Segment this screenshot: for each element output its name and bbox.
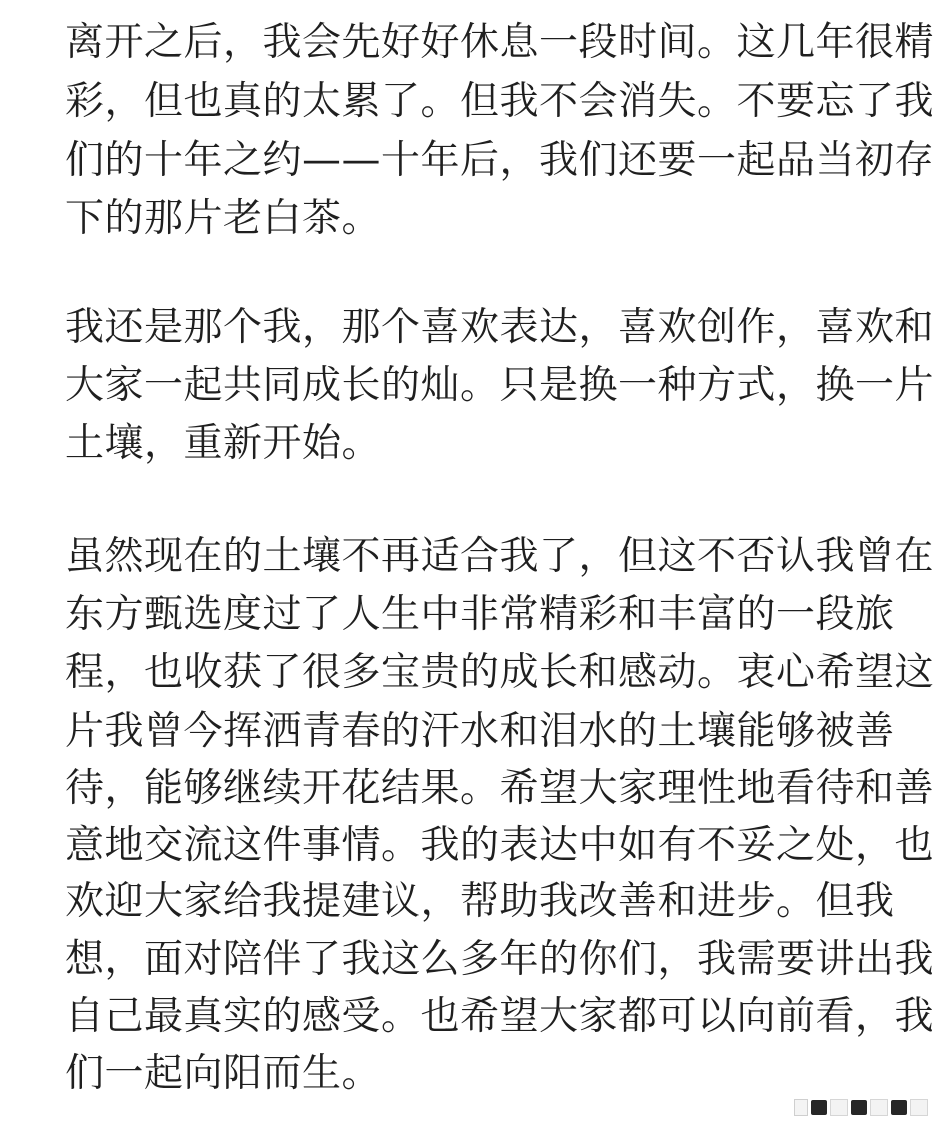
paragraph-2-line-2: 大家一起共同成长的灿。只是换一种方式，换一片 xyxy=(65,363,935,408)
paragraph-3-line-6: 意地交流这件事情。我的表达中如有不妥之处，也 xyxy=(65,823,935,868)
watermark-mark-6 xyxy=(891,1100,907,1115)
watermark-mark-7 xyxy=(910,1099,928,1116)
watermark-mark-1 xyxy=(794,1099,808,1116)
paragraph-2-line-3: 土壤，重新开始。 xyxy=(65,421,382,466)
paragraph-3-line-10: 们一起向阳而生。 xyxy=(65,1051,382,1096)
paragraph-3-line-8: 想，面对陪伴了我这么多年的你们，我需要讲出我 xyxy=(65,937,935,982)
watermark-mark-4 xyxy=(851,1100,867,1115)
platform-watermark-icon xyxy=(794,1099,928,1116)
watermark-mark-2 xyxy=(811,1100,827,1115)
paragraph-2-line-1: 我还是那个我，那个喜欢表达，喜欢创作，喜欢和 xyxy=(65,305,935,350)
paragraph-1-line-4: 下的那片老白茶。 xyxy=(65,196,382,241)
paragraph-3-line-2: 东方甄选度过了人生中非常精彩和丰富的一段旅 xyxy=(65,592,895,637)
watermark-mark-5 xyxy=(870,1099,888,1116)
paragraph-1-line-1: 离开之后，我会先好好休息一段时间。这几年很精 xyxy=(65,20,935,65)
paragraph-3-line-4: 片我曾今挥洒青春的汗水和泪水的土壤能够被善 xyxy=(65,709,895,754)
paragraph-3-line-3: 程，也收获了很多宝贵的成长和感动。衷心希望这 xyxy=(65,650,935,695)
paragraph-3-line-9: 自己最真实的感受。也希望大家都可以向前看，我 xyxy=(65,994,935,1039)
paragraph-1-line-2: 彩，但也真的太累了。但我不会消失。不要忘了我 xyxy=(65,79,935,124)
paragraph-1-line-3: 们的十年之约——十年后，我们还要一起品当初存 xyxy=(65,138,935,183)
paragraph-3-line-7: 欢迎大家给我提建议，帮助我改善和进步。但我 xyxy=(65,879,895,924)
watermark-mark-3 xyxy=(830,1099,848,1116)
paragraph-3-line-5: 待，能够继续开花结果。希望大家理性地看待和善 xyxy=(65,766,935,811)
paragraph-3-line-1: 虽然现在的土壤不再适合我了，但这不否认我曾在 xyxy=(65,534,935,579)
